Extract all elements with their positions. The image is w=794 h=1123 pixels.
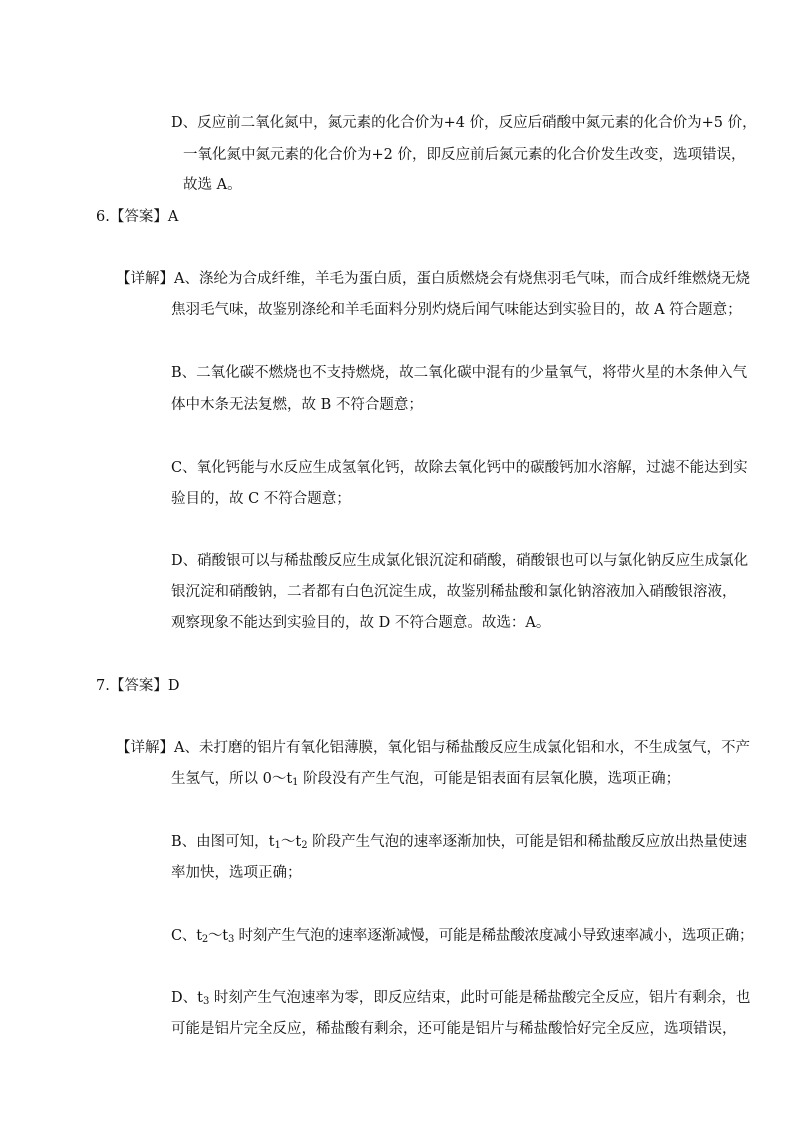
subscript: 2 <box>301 840 308 851</box>
subscript: 2 <box>201 934 208 945</box>
q7-answer-line <box>96 676 179 696</box>
q7-answer-tag: 【答案】 <box>109 678 168 694</box>
q7-a-line-2 <box>171 769 680 789</box>
q7-d-line-2: 可能是铝片完全反应，稀盐酸有剩余，还可能是铝片与稀盐酸恰好完全反应，选项错误， <box>171 1021 737 1037</box>
q7-c-line-1 <box>171 926 753 946</box>
subscript: 3 <box>227 934 235 945</box>
q6-d-line-1: D、硝酸银可以与稀盐酸反应生成氯化银沉淀和硝酸，硝酸银也可以与氯化钠反应生成氯化 <box>171 553 749 569</box>
q6-b-line-2: 体中木条无法复燃，故 B 不符合题意； <box>171 397 423 413</box>
q7-detail-tag: 【详解】 <box>116 740 174 756</box>
q6-d-line-3: 观察现象不能达到实验目的，故 D 不符合题意。故选：A。 <box>171 615 551 631</box>
q6-answer-tag: 【答案】 <box>109 209 168 225</box>
subscript: 1 <box>274 840 281 851</box>
q7-a-line-2-text: 生氢气，所以 0～t <box>171 771 293 787</box>
prev-d-line-3: 故选 A。 <box>183 177 242 193</box>
q7-b-line-1-rest: 阶段产生气泡的速率逐渐加快，可能是铝和稀盐酸反应放出热量使速 <box>307 834 748 850</box>
q7-b-line-1-mid: ～t <box>280 834 302 850</box>
q7-number: 7. <box>96 678 110 694</box>
q7-d-line-1-text: D、t <box>171 990 203 1006</box>
q6-number: 6. <box>96 209 110 225</box>
q7-b-line-2: 率加快，选项正确； <box>171 865 302 881</box>
q7-d-line-1-rest: 时刻产生气泡速率为零，即反应结束，此时可能是稀盐酸完全反应，铝片有剩余，也 <box>209 990 751 1006</box>
q7-b-line-1 <box>171 832 747 852</box>
q7-answer: D <box>167 678 180 694</box>
q7-d-line-1 <box>171 988 750 1008</box>
q7-detail-a-line-1 <box>116 738 750 758</box>
prev-d-line-1: D、反应前二氧化氮中，氮元素的化合价为+4 价，反应后硝酸中氮元素的化合价为+5 价， <box>171 115 757 131</box>
subscript: 1 <box>292 777 299 788</box>
q6-c-line-1: C、氧化钙能与水反应生成氢氧化钙，故除去氧化钙中的碳酸钙加水溶解，过滤不能达到实 <box>171 460 748 476</box>
q6-a-line-2: 焦羽毛气味，故鉴别涤纶和羊毛面料分别灼烧后闻气味能达到实验目的，故 A 符合题意； <box>171 302 742 318</box>
q7-a-text-1: A、未打磨的铝片有氧化铝薄膜，氧化铝与稀盐酸反应生成氯化铝和水，不生成氢气，不产 <box>174 740 750 756</box>
q6-c-line-2: 验目的，故 C 不符合题意； <box>171 491 351 507</box>
q6-a-text-1: A、涤纶为合成纤维，羊毛为蛋白质，蛋白质燃烧会有烧焦羽毛气味，而合成纤维燃烧无烧 <box>174 271 750 287</box>
q6-detail-tag: 【详解】 <box>116 271 174 287</box>
q6-answer-line <box>96 207 178 227</box>
q6-answer: A <box>167 209 179 225</box>
q6-d-line-2: 银沉淀和硝酸钠，二者都有白色沉淀生成，故鉴别稀盐酸和氯化钠溶液加入硝酸银溶液， <box>171 584 737 600</box>
q7-c-line-1-text: C、t <box>171 928 202 944</box>
q7-c-line-1-mid: ～t <box>208 928 228 944</box>
q6-detail-a-line-1 <box>116 269 750 289</box>
q7-c-line-1-rest: 时刻产生气泡的速率逐渐减慢，可能是稀盐酸浓度减小导致速率减小，选项正确； <box>234 928 754 944</box>
q7-b-line-1-text: B、由图可知，t <box>171 834 275 850</box>
prev-d-line-2: 一氧化氮中氮元素的化合价为+2 价，即反应前后氮元素的化合价发生改变，选项错误， <box>183 147 746 163</box>
q6-b-line-1: B、二氧化碳不燃烧也不支持燃烧，故二氧化碳中混有的少量氧气，将带火星的木条伸入气 <box>171 365 748 381</box>
subscript: 3 <box>202 996 210 1007</box>
q7-a-line-2-rest: 阶段没有产生气泡，可能是铝表面有层氧化膜，选项正确； <box>298 771 681 787</box>
